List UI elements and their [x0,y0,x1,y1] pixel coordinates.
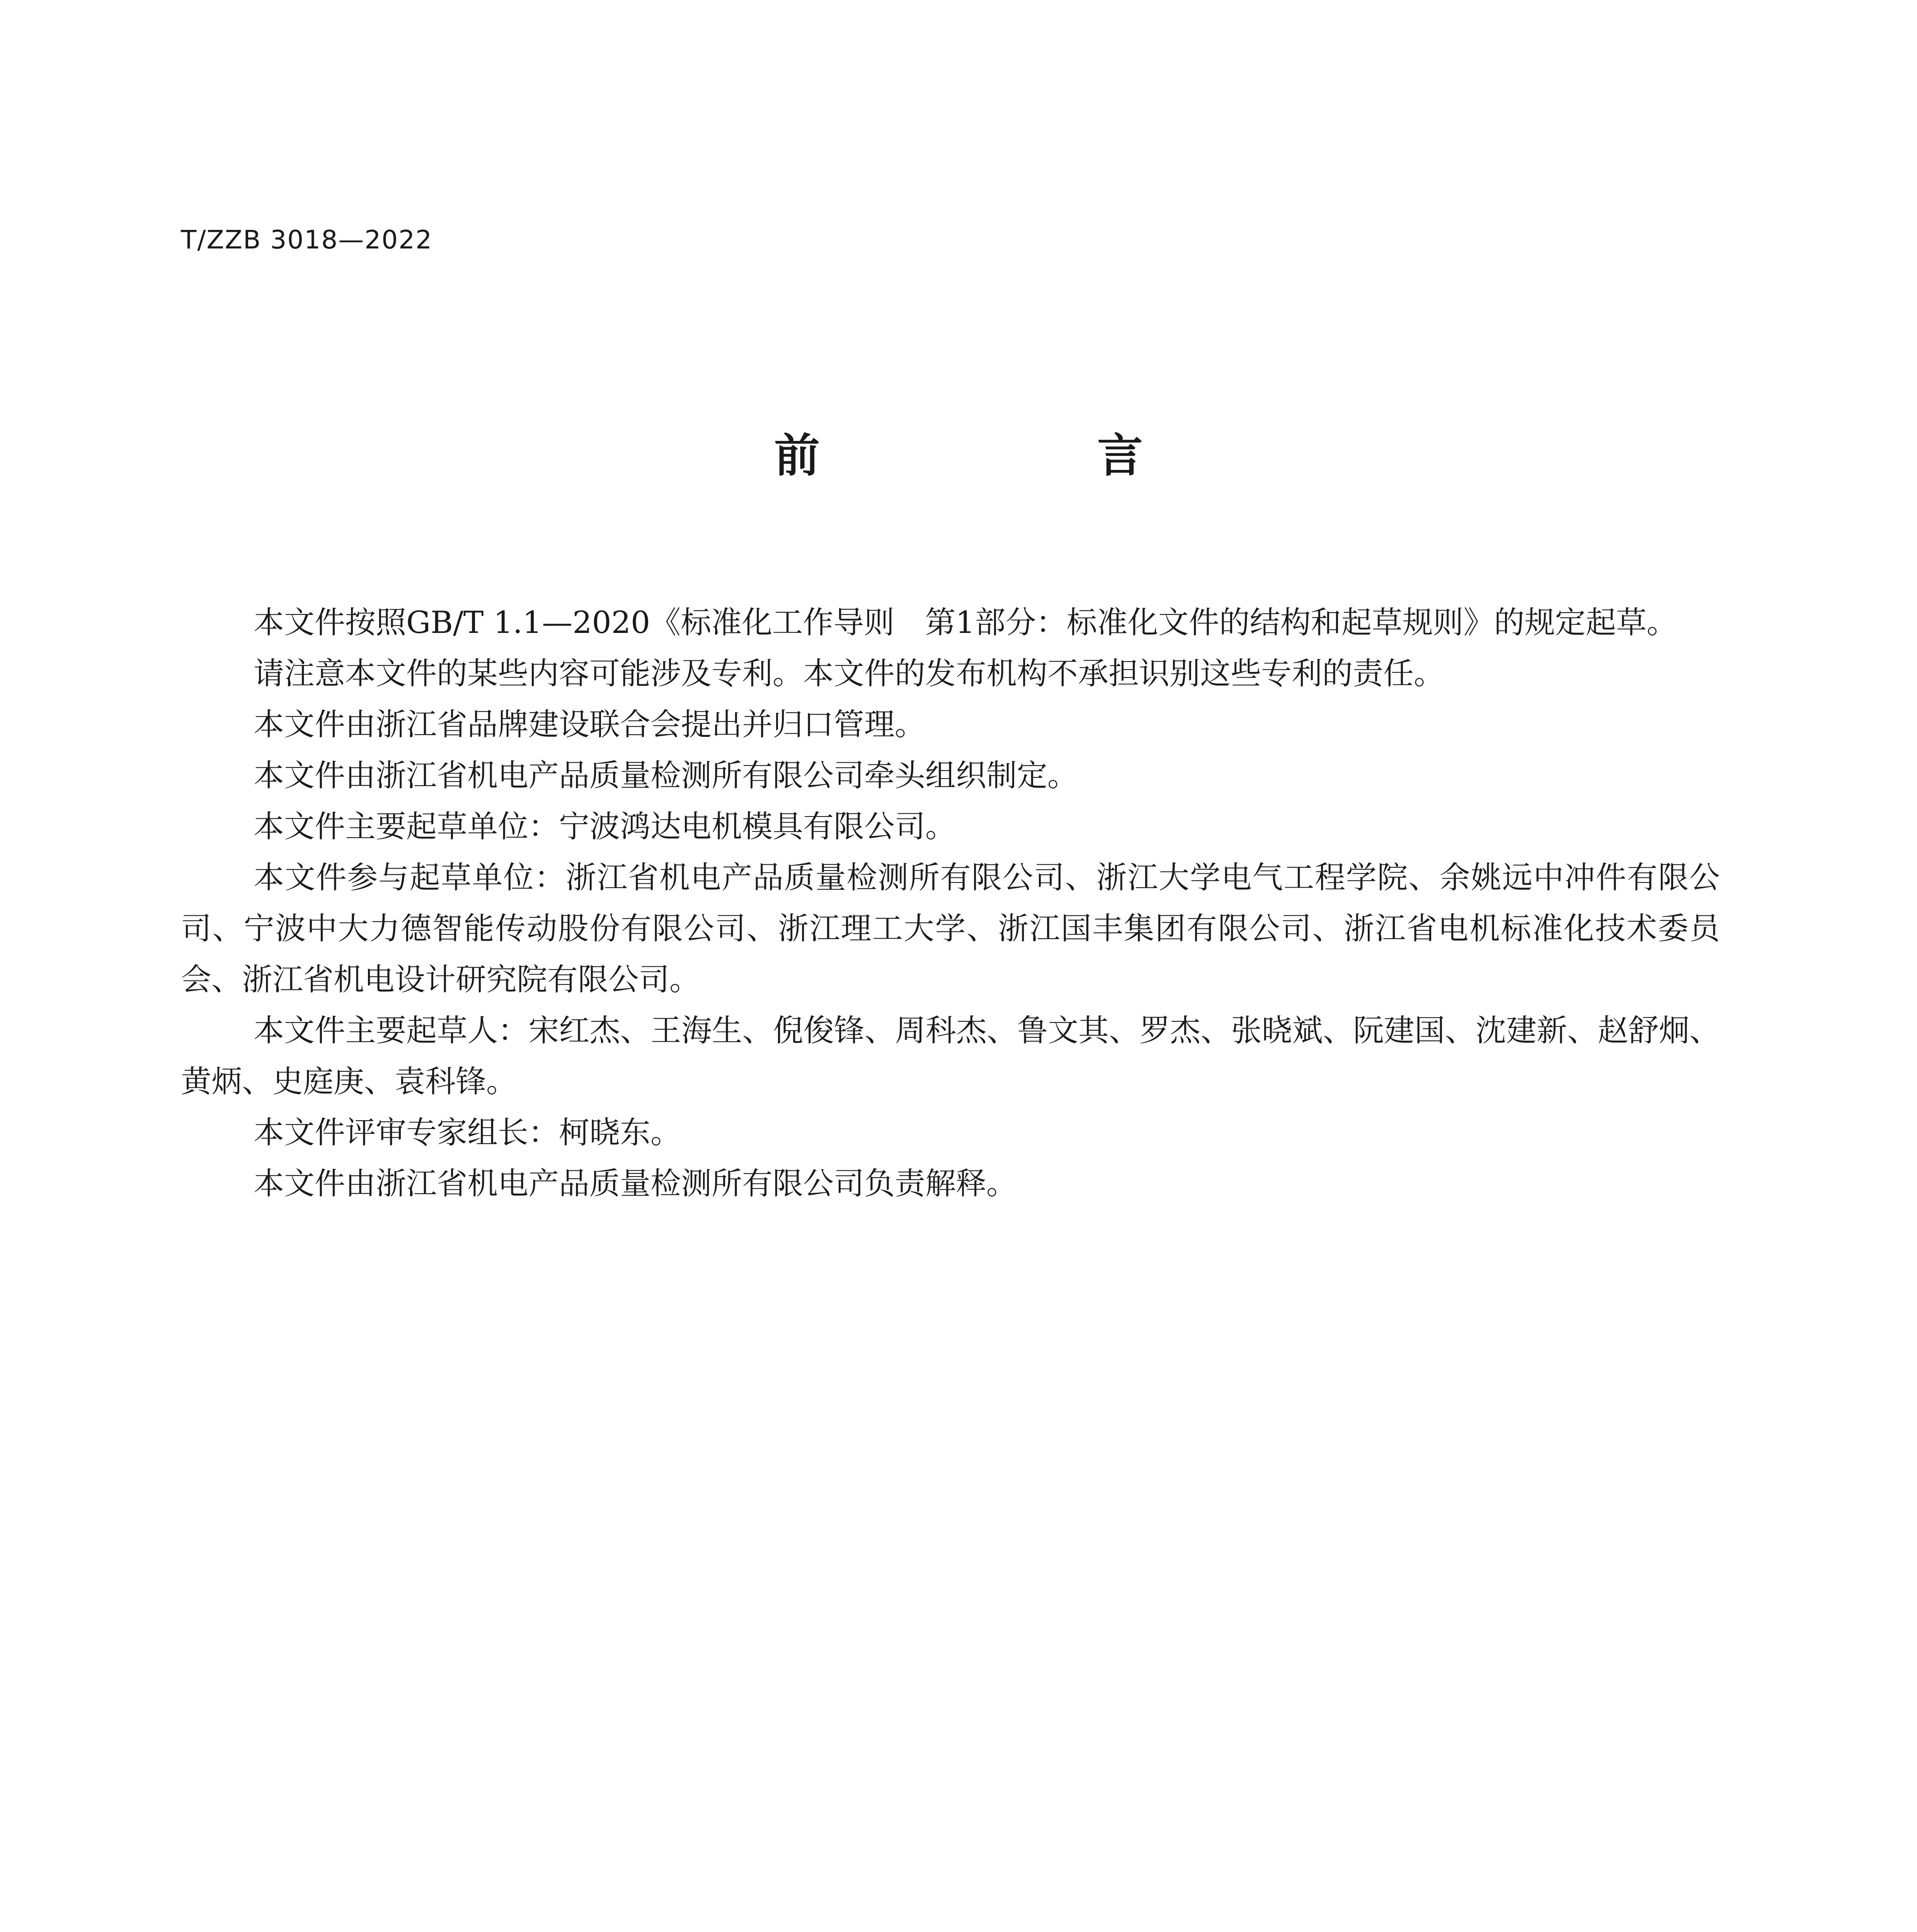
paragraph-proposer: 本文件由浙江省品牌建设联合会提出并归口管理。 [254,707,925,742]
page-title: 前 言 [774,429,1259,482]
paragraph-patent-notice: 请注意本文件的某些内容可能涉及专利。本文件的发布机构不承担识别这些专利的责任。 [254,656,1444,691]
standard-code: T/ZZB 3018—2022 [181,225,433,255]
foreword-body [181,597,1720,1209]
paragraph-participating-units: 本文件参与起草单位：浙江省机电产品质量检测所有限公司、浙江大学电气工程学院、余姚远中冲件有限公司、宁波中大力德智能传动股份有限公司、浙江理工大学、浙江国丰集团有限公司、浙江省电机标准化技术委员会、浙江省机电设计研究院有限公司。 [181,860,1720,997]
paragraph-interpretation: 本文件由浙江省机电产品质量检测所有限公司负责解释。 [254,1166,1017,1201]
paragraph-drafting-rules: 本文件按照GB/T 1.1—2020《标准化工作导则 第1部分：标准化文件的结构和起草规则》的规定起草。 [254,605,1677,640]
paragraph-main-drafting-unit: 本文件主要起草单位：宁波鸿达电机模具有限公司。 [254,809,956,844]
paragraph-review-lead: 本文件评审专家组长：柯晓东。 [254,1115,681,1150]
paragraph-lead-organizer: 本文件由浙江省机电产品质量检测所有限公司牵头组织制定。 [254,758,1078,793]
paragraph-main-drafters: 本文件主要起草人：宋红杰、王海生、倪俊锋、周科杰、鲁文其、罗杰、张晓斌、阮建国、沈建新、赵舒炯、黄炳、史庭庚、袁科锋。 [181,1013,1720,1099]
